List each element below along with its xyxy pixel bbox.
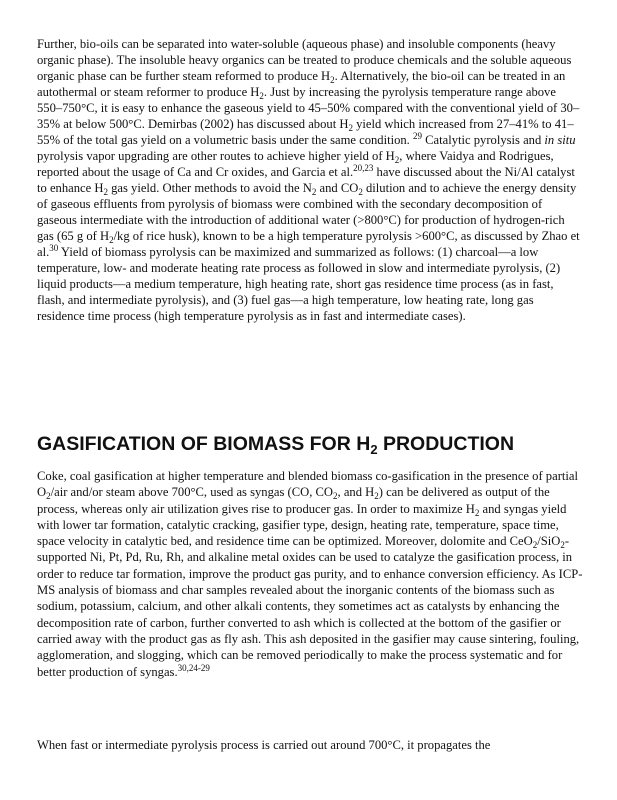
citation-30: 30 — [49, 243, 59, 253]
citation-30-24-29: 30,24-29 — [177, 662, 210, 673]
section-heading: GASIFICATION OF BIOMASS FOR $H_2$ PRODUCTION — [37, 433, 515, 457]
paragraph-bio-oil: Further, bio-oils can be separated into water-soluble (aqueous phase) and insoluble components (heavy organic phase). The insoluble heavy organics can be treated to produce chemicals and the soluble aqueous organic phase can be further steam reformed to produce $H_2$. Alternatively, the bio-oil can be treated in an autothermal or steam reformer to produce $H_2$. Just by increasing the pyrolysis temperature range above 550–750°C, it is easy to enhance the gaseous yield to 45–50% compared with the conventional yield of 30–35% at below 500°C. Demirbas (2002) has discussed about $H_2$ yield which increased from 27–41% to 41–55% of the total gas yield on a volumetric basis under the same condition. $^{29}$ Catalytic pyrolysis and in situ pyrolysis vapor upgrading are other routes to achieve higher yield of $H_2$, where Vaidya and Rodrigues, reported about the usage of Ca and Cr oxides, and Garcia et al.$^{20,23}$ have discussed about the Ni/Al catalyst to enhance $H_2$ gas yield. Other methods to avoid the $N_2$ and $CO_2$ dilution and to achieve the energy density of gaseous effluents from pyrolysis of biomass were combined with the secondary decomposition of gaseous intermediate with the introduction of additional water (>800°C) for production of hydrogen-rich gas (65 g of $H_2/kg$ of rice husk), known to be a high temperature pyrolysis >600°C, as discussed by Zhao et al.$^{30}$ Yield of biomass pyrolysis can be maximized and summarized as follows: (1) charcoal—a low temperature, low- and moderate heating rate process as followed in slow and intermediate pyrolysis, (2) liquid products—a medium temperature, high heating rate, short gas residence time process (as in fast, flash, and intermediate pyrolysis), and (3) fuel gas—a high temperature, low heating rate, long gas residence time process (high temperature pyrolysis as in fast and intermediate cases). — [37, 37, 580, 323]
paragraph-fast-pyrolysis: When fast or intermediate pyrolysis process is carried out around 700°C, it propagates the — [37, 738, 491, 752]
paragraph-gasification: Coke, coal gasification at higher temperature and blended biomass co-gasification in the presence of partial $O_2$/air and/or steam above 700°C, used as syngas (CO, $CO_2$, and $H_2$) can be delivered as output of the process, whereas only air utilization gives rise to producer gas. In order to maximize $H_2$ and syngas yield with lower tar formation, catalytic cracking, gasifier type, design, heating rate, temperature, space time, space velocity in catalytic bed, and residence time can be optimized. Moreover, dolomite and CeO$_2$/SiO$_2$-supported Ni, Pt, Pd, Ru, Rh, and alkaline metal oxides can be used to catalyze the gasification process, in order to reduce tar formation, improve the product gas purity, and to enhance conversion efficiency. As ICP-MS analysis of biomass and char samples revealed about the inorganic contents of the biomass such as sodium, potassium, calcium, and other alkali contents, they sometimes act as catalysts by enhancing the decomposition rate of carbon, further converted to ash which is collected at the bottom of the gasifier or carried away with the product gas as fly ash. This ash deposited in the gasifier may cause sintering, fouling, agglomeration, and slogging, which can be removed periodically to make the process systematic and for better production of syngas.$^{30,24-29}$ — [37, 469, 583, 679]
citation-20-23: 20,23 — [353, 163, 374, 173]
citation-29: 29 — [412, 131, 422, 141]
